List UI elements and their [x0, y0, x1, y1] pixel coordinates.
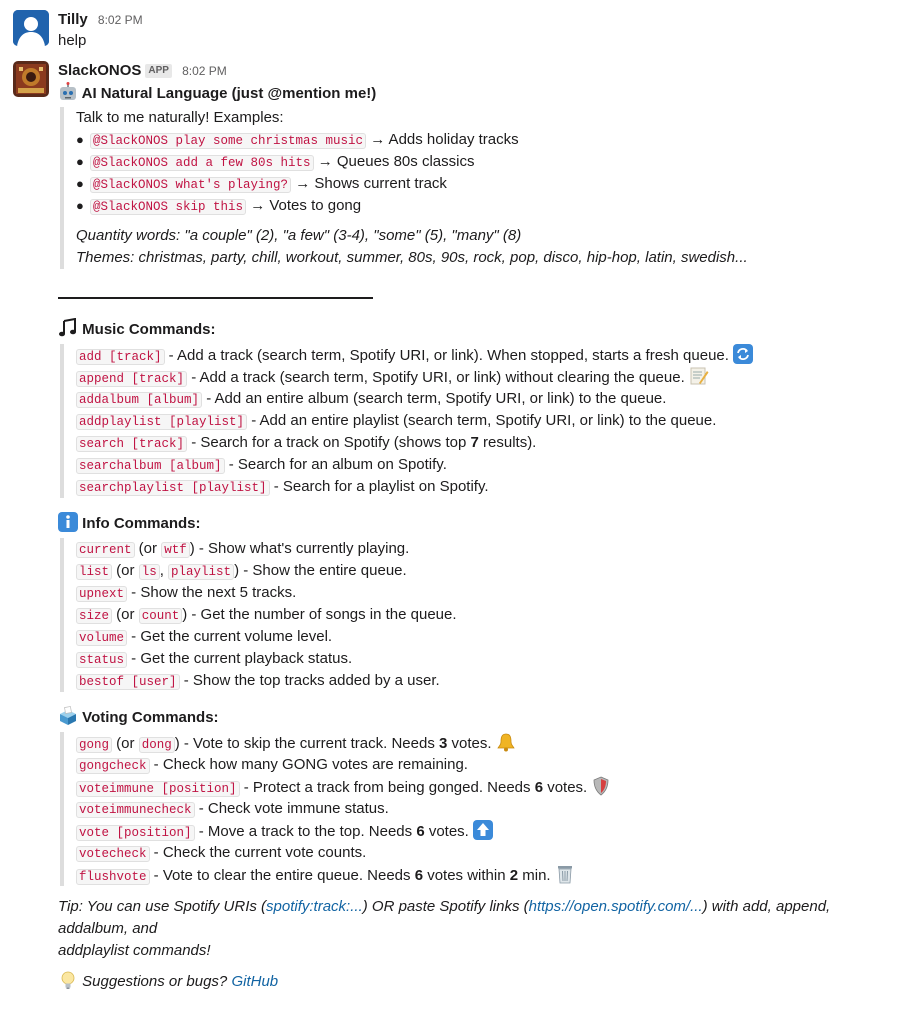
command-code: append [track]	[76, 371, 187, 387]
divider	[58, 297, 373, 299]
command-code: bestof [user]	[76, 674, 180, 690]
command-row: flushvote - Vote to clear the entire queue. Needs 6 votes within 2 min.	[76, 864, 889, 886]
ai-quote-block	[60, 107, 889, 269]
list-item: ● @SlackONOS what's playing? → Shows current track	[76, 175, 447, 192]
command-row: bestof [user] - Show the top tracks added by a user.	[76, 670, 889, 692]
quantity-words: Quantity words: "a couple" (2), "a few" (3-4), "some" (5), "many" (8)	[76, 227, 522, 244]
command-row: searchalbum [album] - Search for an album on Spotify.	[76, 454, 889, 476]
command-row: votecheck - Check the current vote counts.	[76, 842, 889, 864]
spotify-web-link[interactable]: https://open.spotify.com/...	[528, 898, 703, 915]
timestamp[interactable]: 8:02 PM	[182, 64, 227, 78]
spotify-uri-link[interactable]: spotify:track:...	[266, 898, 363, 915]
command-code: searchplaylist [playlist]	[76, 480, 270, 496]
command-row: gong (or dong ) - Vote to skip the current track. Needs 3 votes.	[76, 732, 889, 754]
avatar-slackonos[interactable]	[13, 61, 49, 97]
message-text: help	[58, 32, 87, 49]
command-code: gong	[76, 737, 112, 753]
robot-icon	[58, 82, 78, 109]
author-name[interactable]: SlackONOS	[58, 62, 142, 79]
memo-icon	[689, 366, 709, 393]
shield-icon	[591, 776, 611, 803]
info-section-title: Info Commands:	[58, 512, 889, 534]
tip-text: Tip: You can use Spotify URIs (spotify:track:...) OR paste Spotify links (https://open.spotify.com/...) with add, append, addalbum, and addplaylist commands!	[58, 898, 831, 959]
command-row: voteimmunecheck - Check vote immune status.	[76, 798, 889, 820]
command-code: wtf	[161, 542, 190, 558]
command-code: gongcheck	[76, 758, 150, 774]
wastebasket-icon	[555, 864, 575, 891]
ai-section-title: AI Natural Language (just @mention me!)	[58, 82, 889, 104]
example-code: @SlackONOS what's playing?	[90, 177, 291, 193]
command-code: flushvote	[76, 869, 150, 885]
refresh-icon	[733, 344, 753, 371]
command-code: status	[76, 652, 127, 668]
app-badge: APP	[145, 64, 172, 78]
command-row: append [track] - Add a track (search term, Spotify URI, or link) without clearing the queue.	[76, 366, 889, 388]
command-code: current	[76, 542, 135, 558]
command-code: ls	[139, 564, 160, 580]
command-code: volume	[76, 630, 127, 646]
up-arrow-icon	[473, 820, 493, 847]
music-quote-block	[60, 344, 889, 498]
command-row: list (or ls , playlist ) - Show the entire queue.	[76, 560, 889, 582]
example-code: @SlackONOS play some christmas music	[90, 133, 366, 149]
command-code: votecheck	[76, 846, 150, 862]
author-name[interactable]: Tilly	[58, 11, 88, 28]
command-code: list	[76, 564, 112, 580]
info-quote-block	[60, 538, 889, 692]
command-row: addalbum [album] - Add an entire album (search term, Spotify URI, or link) to the queue.	[76, 388, 889, 410]
command-row: gongcheck - Check how many GONG votes are remaining.	[76, 754, 889, 776]
command-code: upnext	[76, 586, 127, 602]
command-code: vote [position]	[76, 825, 195, 841]
example-code: @SlackONOS skip this	[90, 199, 246, 215]
command-row: volume - Get the current volume level.	[76, 626, 889, 648]
lightbulb-icon	[58, 970, 78, 997]
command-code: dong	[139, 737, 175, 753]
command-code: voteimmunecheck	[76, 802, 195, 818]
command-code: playlist	[168, 564, 234, 580]
bot-avatar-icon	[13, 61, 49, 97]
list-item: ● @SlackONOS skip this → Votes to gong	[76, 197, 362, 214]
command-row: size (or count ) - Get the number of songs in the queue.	[76, 604, 889, 626]
voting-quote-block	[60, 732, 889, 886]
command-code: voteimmune [position]	[76, 781, 240, 797]
command-code: size	[76, 608, 112, 624]
command-row: status - Get the current playback status.	[76, 648, 889, 670]
bell-icon	[496, 732, 516, 759]
ai-intro: Talk to me naturally! Examples:	[76, 109, 284, 126]
command-row: searchplaylist [playlist] - Search for a playlist on Spotify.	[76, 476, 889, 498]
command-row: vote [position] - Move a track to the top. Needs 6 votes.	[76, 820, 889, 842]
command-row: upnext - Show the next 5 tracks.	[76, 582, 889, 604]
command-code: addalbum [album]	[76, 392, 202, 408]
music-section-title: Music Commands:	[58, 318, 889, 340]
timestamp[interactable]: 8:02 PM	[97, 13, 143, 27]
github-link[interactable]: GitHub	[231, 973, 279, 990]
command-code: count	[139, 608, 183, 624]
command-code: add [track]	[76, 349, 165, 365]
command-row: addplaylist [playlist] - Add an entire playlist (search term, Spotify URI, or link) to the queue.	[76, 410, 889, 432]
command-row: voteimmune [position] - Protect a track from being gonged. Needs 6 votes.	[76, 776, 889, 798]
voting-section-title: Voting Commands:	[58, 706, 889, 728]
info-icon	[58, 512, 78, 539]
command-code: search [track]	[76, 436, 187, 452]
ballot-box-icon	[58, 706, 78, 733]
command-code: addplaylist [playlist]	[76, 414, 247, 430]
command-code: searchalbum [album]	[76, 458, 225, 474]
command-row: search [track] - Search for a track on Spotify (shows top 7 results).	[76, 432, 889, 454]
themes-text: Themes: christmas, party, chill, workout, summer, 80s, 90s, rock, pop, disco, hip-hop, latin, swedish...	[76, 249, 748, 266]
list-item: ● @SlackONOS add a few 80s hits → Queues 80s classics	[76, 153, 475, 170]
command-row: current (or wtf ) - Show what's currently playing.	[76, 538, 889, 560]
avatar-tilly[interactable]	[13, 10, 49, 46]
user-icon	[13, 10, 49, 46]
list-item: ● @SlackONOS play some christmas music → Adds holiday tracks	[76, 131, 519, 148]
suggestions-line: Suggestions or bugs? GitHub	[58, 970, 889, 992]
music-note-icon	[58, 318, 78, 345]
example-code: @SlackONOS add a few 80s hits	[90, 155, 314, 171]
command-row: add [track] - Add a track (search term, Spotify URI, or link). When stopped, starts a fresh queue.	[76, 344, 889, 366]
